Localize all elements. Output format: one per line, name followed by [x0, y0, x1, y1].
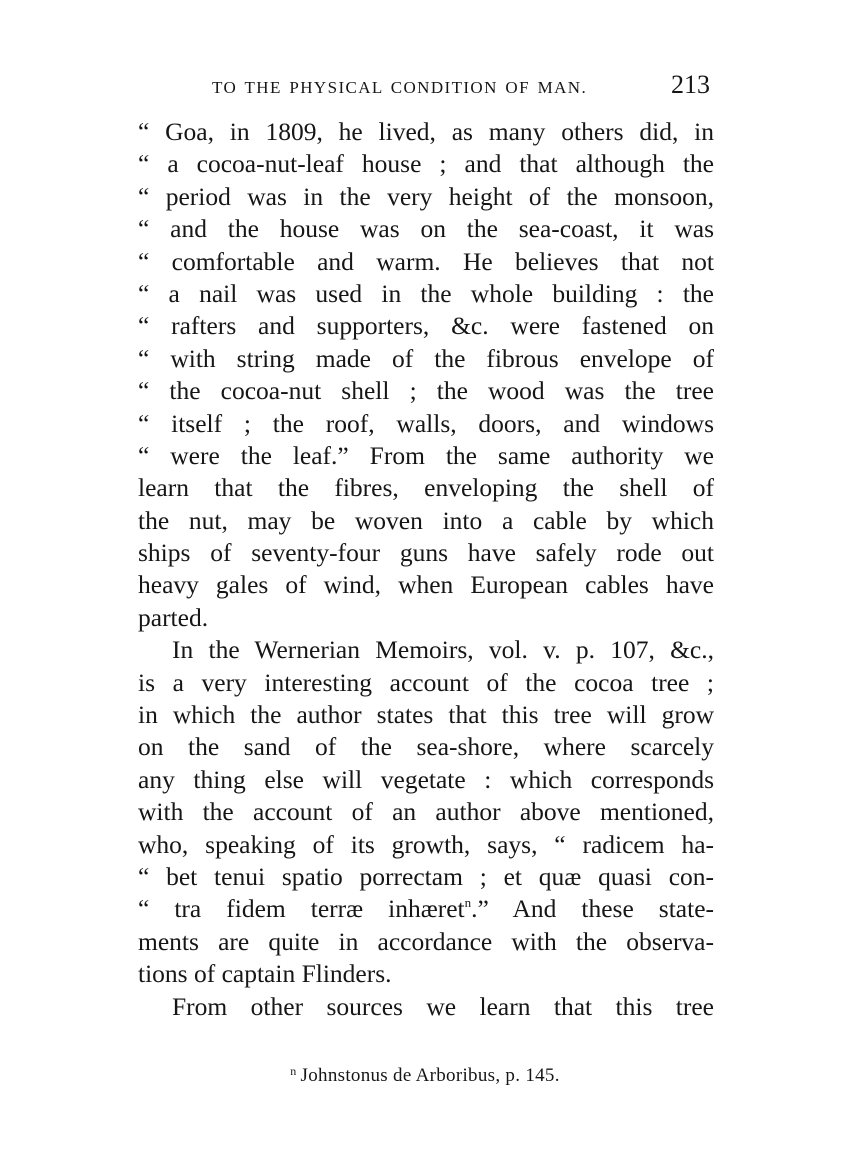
running-header: [138, 70, 712, 102]
text-line: parted.: [138, 602, 209, 632]
body-text: [138, 116, 714, 1023]
text-line: tions of captain Flinders.: [138, 959, 392, 989]
text-line: ships of seventy-four guns have safely rode out: [138, 538, 714, 568]
text-line: “ and the house was on the sea-coast, it was: [138, 214, 714, 244]
text-line: “ bet tenui spatio porrectam ; et quæ quasi con-: [138, 861, 714, 891]
footnote-mark: n: [290, 1064, 297, 1078]
footnote-reference: n: [464, 895, 472, 911]
text-line: learn that the fibres, enveloping the shell of: [138, 473, 714, 503]
text-line: “ Goa, in 1809, he lived, as many others did, in: [138, 117, 714, 146]
text-line: in which the author states that this tree will grow: [138, 700, 714, 730]
text-line: “ the cocoa-nut shell ; the wood was the tree: [138, 376, 714, 406]
running-title: TO THE PHYSICAL CONDITION OF MAN.: [212, 78, 588, 97]
text-line: “ itself ; the roof, walls, doors, and windows: [138, 408, 714, 438]
text-line: ments are quite in accordance with the observa-: [138, 926, 714, 956]
text-line: “ a nail was used in the whole building : the: [138, 278, 714, 308]
page-number: 213: [671, 70, 710, 99]
text-line: who, speaking of its growth, says, “ radicem ha-: [138, 829, 714, 859]
text-line: “ were the leaf.” From the same authority we: [138, 440, 714, 470]
footnote-text: Johnstonus de Arboribus, p. 145.: [300, 1065, 560, 1086]
text-line: “ with string made of the fibrous envelope of: [138, 343, 714, 373]
text-line: the nut, may be woven into a cable by which: [138, 505, 714, 535]
text-line: any thing else will vegetate : which corresponds: [138, 764, 714, 794]
text-segment: “ tra fidem terræ inhæret: [138, 894, 465, 924]
text-segment: .” And these state-: [471, 894, 714, 924]
text-line: heavy gales of wind, when European cables have: [138, 570, 714, 600]
footnote: [0, 1064, 850, 1087]
text-line: on the sand of the sea-shore, where scarcely: [138, 732, 714, 762]
text-line-with-footnote-ref: [138, 893, 714, 925]
text-line: is a very interesting account of the cocoa tree ;: [138, 667, 714, 697]
text-line: “ rafters and supporters, &c. were fastened on: [138, 311, 714, 341]
text-line: with the account of an author above mentioned,: [138, 797, 714, 827]
text-line: “ period was in the very height of the monsoon,: [138, 181, 714, 211]
text-line: In the Wernerian Memoirs, vol. v. p. 107, &c.,: [172, 635, 714, 665]
text-line: “ a cocoa-nut-leaf house ; and that although the: [138, 149, 714, 179]
text-line: From other sources we learn that this tree: [172, 991, 714, 1021]
text-line: “ comfortable and warm. He believes that not: [138, 246, 714, 276]
